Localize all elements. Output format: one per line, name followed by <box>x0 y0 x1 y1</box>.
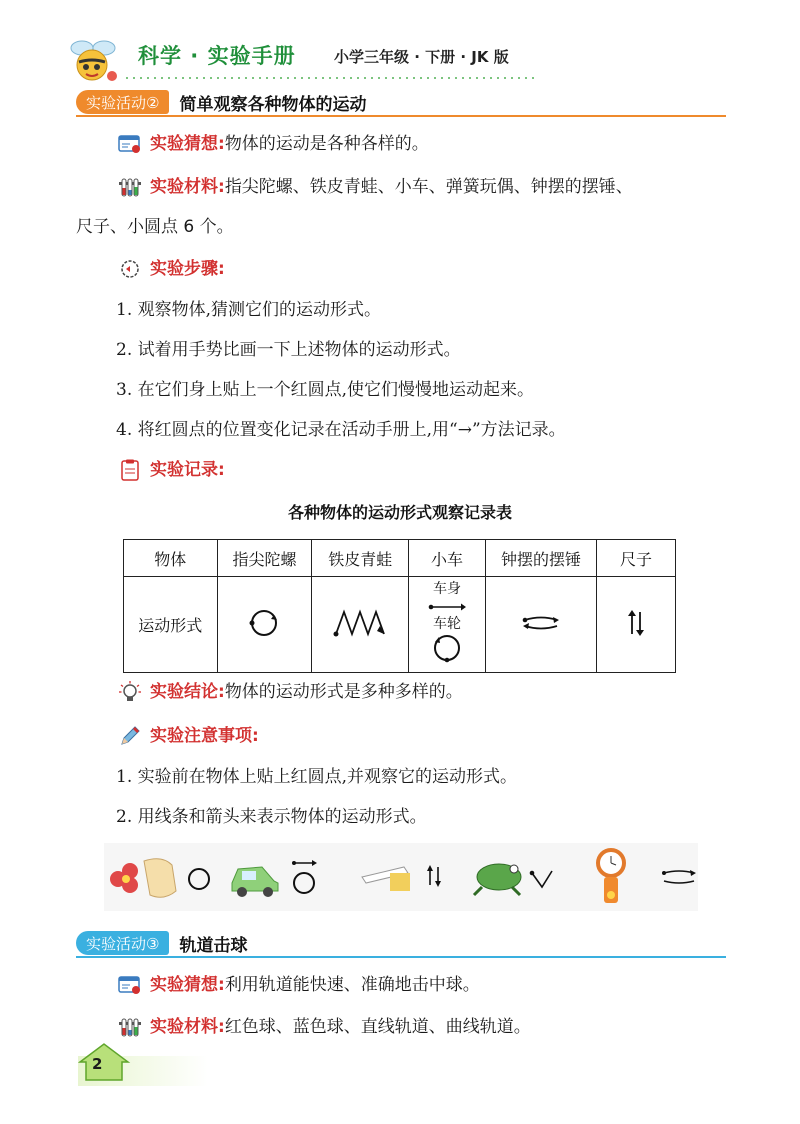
book-title: 科学 · 实验手册 <box>138 44 296 68</box>
activity2-conclusion <box>118 679 463 705</box>
table-row <box>124 577 676 673</box>
ruler-icon <box>362 865 441 891</box>
car-body-label: 车身 <box>433 581 462 597</box>
step-3: 3. 在它们身上贴上一个红圆点,使它们慢慢地运动起来。 <box>116 380 535 400</box>
swing-motion-icon <box>519 611 563 635</box>
hypothesis-label: 实验猜想: <box>150 975 225 995</box>
spinner-motion-cell <box>217 577 312 673</box>
activity2-notes-heading <box>118 723 259 749</box>
activity2-steps-heading <box>118 256 225 282</box>
hypothesis-text: 物体的运动是各种各样的。 <box>224 134 429 154</box>
tin-frog-icon <box>474 864 552 895</box>
row-label-cell: 运动形式 <box>124 577 218 673</box>
materials-line2: 尺子、小圆点 6 个。 <box>76 217 234 237</box>
record-label: 实验记录: <box>150 460 225 480</box>
activity3-title: 轨道击球 <box>179 935 248 956</box>
activity2-tag: 实验活动② <box>76 90 169 114</box>
materials-label: 实验材料: <box>150 1017 225 1037</box>
materials-label: 实验材料: <box>150 177 225 197</box>
car-wheel-label: 车轮 <box>433 616 462 632</box>
lightbulb-icon <box>118 681 142 703</box>
activity3-hypothesis <box>118 972 480 998</box>
table-header-cell: 尺子 <box>597 540 676 577</box>
table-header-cell: 小车 <box>409 540 486 577</box>
activity3-materials <box>118 1014 531 1040</box>
ruler-motion-cell <box>597 577 676 673</box>
hypothesis-card-icon <box>118 974 142 996</box>
table-header-cell: 钟摆的摆锤 <box>485 540 596 577</box>
straight-arrow-icon <box>427 602 467 612</box>
table-title: 各种物体的运动形式观察记录表 <box>287 503 512 522</box>
motion-illustration-strip <box>104 843 698 911</box>
notes-label: 实验注意事项: <box>150 726 259 746</box>
test-tubes-icon <box>118 176 142 198</box>
test-tubes-icon <box>118 1016 142 1038</box>
note-2: 2. 用线条和箭头来表示物体的运动形式。 <box>116 807 427 827</box>
conclusion-label: 实验结论: <box>150 682 225 702</box>
steps-label: 实验步骤: <box>150 259 225 279</box>
activity2-record-heading <box>118 457 225 483</box>
activity2-underline <box>76 115 726 117</box>
activity2-title: 简单观察各种物体的运动 <box>179 94 367 115</box>
activity3-tag: 实验活动③ <box>76 931 169 955</box>
hypothesis-text: 利用轨道能快速、准确地击中球。 <box>224 975 480 995</box>
pendulum-clock-icon <box>598 850 696 903</box>
up-down-motion-icon <box>624 608 648 638</box>
clipboard-icon <box>118 459 142 481</box>
activity2-hypothesis <box>118 131 429 157</box>
pendulum-motion-cell <box>485 577 596 673</box>
zigzag-motion-icon <box>332 606 388 640</box>
toy-car-icon <box>232 860 317 897</box>
bee-mascot-icon <box>64 38 126 84</box>
table-header-row <box>124 540 676 577</box>
table-header-cell: 铁皮青蛙 <box>312 540 409 577</box>
wheel-rotation-icon <box>430 632 464 664</box>
note-1: 1. 实验前在物体上贴上红圆点,并观察它的运动形式。 <box>116 767 518 787</box>
table-header-cell: 指尖陀螺 <box>217 540 312 577</box>
materials-line1: 指尖陀螺、铁皮青蛙、小车、弹簧玩偶、钟摆的摆锤、 <box>224 177 633 197</box>
circular-motion-icon <box>244 603 284 643</box>
step-4: 4. 将红圆点的位置变化记录在活动手册上,用“→”方法记录。 <box>116 420 566 440</box>
hypothesis-card-icon <box>118 133 142 155</box>
table-header-cell: 物体 <box>124 540 218 577</box>
pencil-icon <box>118 725 142 747</box>
fidget-spinner-icon <box>110 859 209 898</box>
steps-gear-icon <box>118 258 142 280</box>
car-motion-cell <box>409 577 486 673</box>
frog-motion-cell <box>312 577 409 673</box>
activity3-banner <box>76 930 247 956</box>
header-dotted-line <box>126 74 536 82</box>
conclusion-text: 物体的运动形式是多种多样的。 <box>224 682 463 702</box>
step-1: 1. 观察物体,猜测它们的运动形式。 <box>116 300 382 320</box>
materials-text: 红色球、蓝色球、直线轨道、曲线轨道。 <box>224 1017 531 1037</box>
hypothesis-label: 实验猜想: <box>150 134 225 154</box>
activity3-underline <box>76 956 726 958</box>
step-2: 2. 试着用手势比画一下上述物体的运动形式。 <box>116 340 461 360</box>
activity2-materials <box>118 174 633 200</box>
observation-table <box>123 539 676 673</box>
activity2-banner <box>76 89 366 115</box>
page-number: 2 <box>92 1055 103 1073</box>
illustrations <box>104 843 698 911</box>
grade-info: 小学三年级 · 下册 · JK 版 <box>334 48 509 66</box>
